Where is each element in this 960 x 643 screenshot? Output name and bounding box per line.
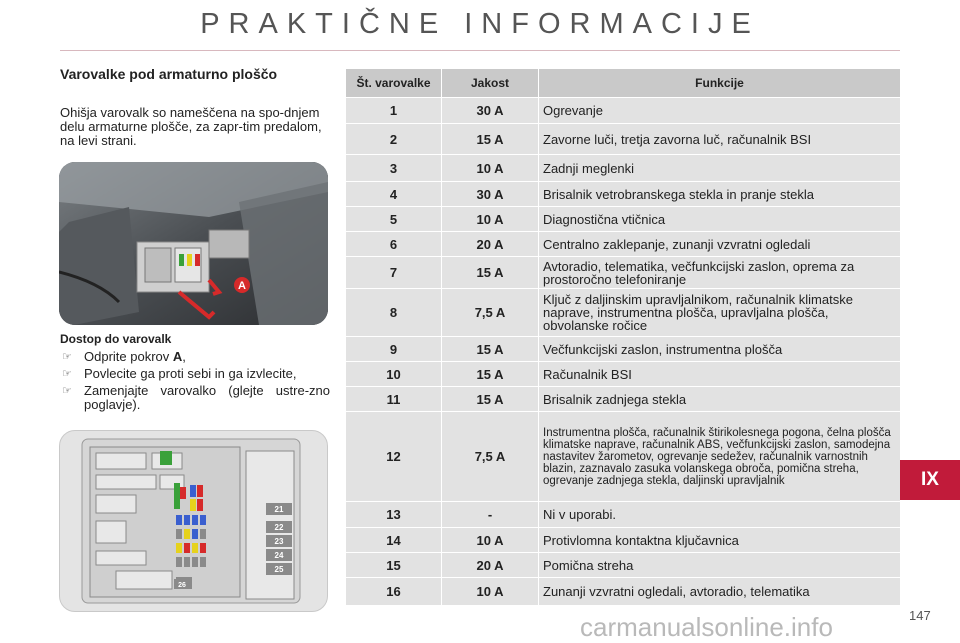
fuse-function: Pomična streha bbox=[539, 553, 901, 578]
fuse-function: Ogrevanje bbox=[539, 98, 901, 124]
fuse-layout-diagram bbox=[59, 430, 328, 612]
table-row bbox=[346, 578, 901, 606]
fuse-amperage: 15 A bbox=[442, 124, 539, 155]
fuse-label: 26 bbox=[178, 582, 186, 589]
header-divider bbox=[60, 50, 900, 51]
fuse-amperage: 15 A bbox=[442, 387, 539, 412]
table-header-row bbox=[346, 69, 901, 98]
fuse-amperage: 20 A bbox=[442, 232, 539, 257]
access-steps-list bbox=[60, 350, 330, 415]
table-row bbox=[346, 502, 901, 528]
fuse-amperage: 15 A bbox=[442, 337, 539, 362]
section-intro: Ohišja varovalk so nameščena na spo-dnjem delu armaturne plošče, za zapr-tim predalom, na levi strani. bbox=[60, 105, 322, 148]
fuse-label: 22 bbox=[274, 523, 284, 532]
pointing-hand-icon: ☞ bbox=[62, 351, 72, 363]
fuse-number: 8 bbox=[346, 289, 442, 337]
access-step bbox=[60, 367, 330, 381]
access-step-text: Povlecite ga proti sebi in ga izvlecite, bbox=[84, 366, 297, 381]
fuse-number: 11 bbox=[346, 387, 442, 412]
fuse-number: 7 bbox=[346, 257, 442, 289]
fuse-function: Centralno zaklepanje, zunanji vzvratni ogledali bbox=[539, 232, 901, 257]
fuse-function: Diagnostična vtičnica bbox=[539, 207, 901, 232]
pointing-hand-icon: ☞ bbox=[62, 385, 72, 397]
fuse-function: Instrumentna plošča, računalnik štirikolesnega pogona, čelna plošča klimatske naprave, računalnik ABS, večfunkcijski zaslon, samodejna nastavitev žarometov, ogrevanje sedežev, računalnik varnostnih blazin, zaznavalo zasuka volanskega obroča, pomična streha, ogrevanje zadnjega stekla, daljinski upravljalnik bbox=[539, 412, 901, 502]
table-row bbox=[346, 257, 901, 289]
fuse-function: Brisalnik vetrobranskega stekla in pranje stekla bbox=[539, 182, 901, 207]
fuse-number: 3 bbox=[346, 155, 442, 182]
pointing-hand-icon: ☞ bbox=[62, 368, 72, 380]
fuse-label: 25 bbox=[274, 565, 284, 574]
table-row bbox=[346, 232, 901, 257]
page-title: PRAKTIČNE INFORMACIJE bbox=[200, 8, 760, 40]
fuse-function: Protivlomna kontaktna ključavnica bbox=[539, 528, 901, 553]
access-title: Dostop do varovalk bbox=[60, 332, 172, 346]
chapter-tab: IX bbox=[900, 460, 960, 500]
fuse-number: 1 bbox=[346, 98, 442, 124]
table-row bbox=[346, 207, 901, 232]
table-row bbox=[346, 412, 901, 502]
fuse-amperage: 20 A bbox=[442, 553, 539, 578]
fuse-amperage: 10 A bbox=[442, 155, 539, 182]
fuse-function: Zunanji vzvratni ogledali, avtoradio, telematika bbox=[539, 578, 901, 606]
fuse-amperage: 15 A bbox=[442, 257, 539, 289]
table-row bbox=[346, 155, 901, 182]
access-step-tail: , bbox=[182, 349, 186, 364]
table-row bbox=[346, 289, 901, 337]
table-row bbox=[346, 362, 901, 387]
fuse-amperage: 7,5 A bbox=[442, 289, 539, 337]
fuse-slot bbox=[160, 451, 172, 465]
table-row bbox=[346, 528, 901, 553]
table-row bbox=[346, 337, 901, 362]
fuse-layout-illustration bbox=[60, 431, 327, 611]
fuse-number: 9 bbox=[346, 337, 442, 362]
fusebox-photo bbox=[59, 162, 328, 325]
fuse-number: 2 bbox=[346, 124, 442, 155]
fuse-function: Avtoradio, telematika, večfunkcijski zaslon, oprema za prostoročno telefoniranje bbox=[539, 257, 901, 289]
fuse-function: Ni v uporabi. bbox=[539, 502, 901, 528]
access-step-text: Odprite pokrov bbox=[84, 349, 173, 364]
table-row bbox=[346, 124, 901, 155]
fuse-number: 4 bbox=[346, 182, 442, 207]
fuse-table bbox=[345, 68, 901, 606]
fusebox-photo-illustration bbox=[59, 162, 328, 325]
fuse-number: 16 bbox=[346, 578, 442, 606]
fuse-function: Zadnji meglenki bbox=[539, 155, 901, 182]
fuse-number: 14 bbox=[346, 528, 442, 553]
fuse-label: 24 bbox=[274, 551, 284, 560]
fuse-function: Zavorne luči, tretja zavorna luč, računalnik BSI bbox=[539, 124, 901, 155]
access-step bbox=[60, 384, 330, 412]
table-row bbox=[346, 182, 901, 207]
fuse-function: Brisalnik zadnjega stekla bbox=[539, 387, 901, 412]
fuse-amperage: 10 A bbox=[442, 578, 539, 606]
table-row bbox=[346, 98, 901, 124]
access-step-bold: A bbox=[172, 349, 183, 364]
column-header-number: Št. varovalke bbox=[346, 69, 442, 98]
column-header-amperage: Jakost bbox=[442, 69, 539, 98]
fuse-number: 10 bbox=[346, 362, 442, 387]
fuse-amperage: 30 A bbox=[442, 98, 539, 124]
fuse-amperage: 30 A bbox=[442, 182, 539, 207]
section-title: Varovalke pod armaturno ploščo bbox=[60, 66, 278, 82]
watermark: carmanualsonline.info bbox=[580, 612, 833, 642]
table-row bbox=[346, 553, 901, 578]
fuse-label: 21 bbox=[274, 505, 284, 514]
access-step-text: Zamenjajte varovalko (glejte ustre-zno poglavje). bbox=[84, 383, 330, 412]
page-number: 147 bbox=[909, 608, 931, 623]
table-row bbox=[346, 387, 901, 412]
fuse-amperage: 10 A bbox=[442, 528, 539, 553]
fuse-label: 23 bbox=[274, 537, 284, 546]
fuse-amperage: 15 A bbox=[442, 362, 539, 387]
marker-a-label: A bbox=[238, 280, 246, 292]
fuse-function: Večfunkcijski zaslon, instrumentna plošča bbox=[539, 337, 901, 362]
access-step bbox=[60, 350, 330, 364]
column-header-functions: Funkcije bbox=[539, 69, 901, 98]
fuse-number: 13 bbox=[346, 502, 442, 528]
fuse-function: Računalnik BSI bbox=[539, 362, 901, 387]
fuse-amperage: 10 A bbox=[442, 207, 539, 232]
fuse-amperage: 7,5 A bbox=[442, 412, 539, 502]
fuse-function: Ključ z daljinskim upravljalnikom, računalnik klimatske naprave, instrumentna plošča, upravljalna plošča, obvolanske ročice bbox=[539, 289, 901, 337]
fuse-number: 6 bbox=[346, 232, 442, 257]
fuse-number: 15 bbox=[346, 553, 442, 578]
fuse-number: 5 bbox=[346, 207, 442, 232]
fuse-number: 12 bbox=[346, 412, 442, 502]
fuse-amperage: - bbox=[442, 502, 539, 528]
